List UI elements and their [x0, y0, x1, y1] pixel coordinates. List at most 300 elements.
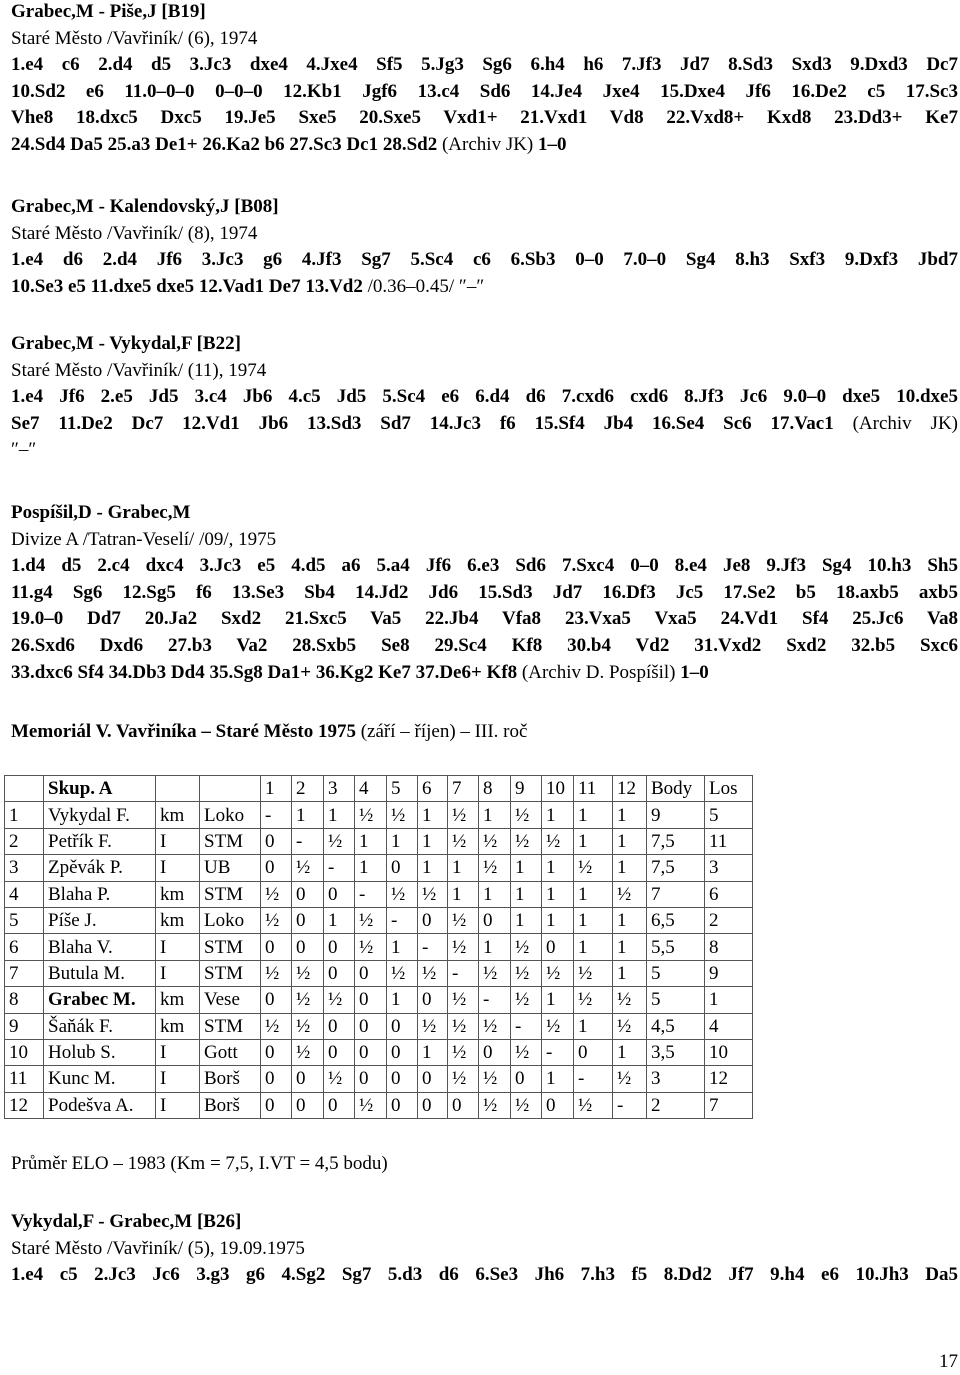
table-row [5, 1039, 753, 1065]
table-cell: - [613, 1092, 647, 1118]
table-row [5, 987, 753, 1013]
table-cell: I [156, 1092, 200, 1118]
moves-line [11, 132, 958, 159]
table-cell: 2 [647, 1092, 705, 1118]
table-cell: ½ [479, 828, 511, 854]
table-cell: ½ [324, 987, 355, 1013]
table-cell: 2 [292, 776, 324, 802]
table-cell: 0 [387, 1013, 418, 1039]
table-row [5, 828, 753, 854]
table-cell: 1 [418, 1039, 448, 1065]
annotation-text: ″–″ [11, 439, 37, 461]
table-cell: 6 [418, 776, 448, 802]
table-cell: - [418, 934, 448, 960]
table-cell: 0 [324, 881, 355, 907]
table-cell: 5 [387, 776, 418, 802]
table-cell: 10 [5, 1039, 44, 1065]
table-cell: 0 [387, 1039, 418, 1065]
table-cell: 0 [387, 855, 418, 881]
moves-text: 11.g4 Sg6 12.Sg5 f6 13.Se3 Sb4 14.Jd2 Jd6 15.Sd3 Jd7 16.Df3 Jc5 17.Se2 b5 18.axb5 axb5 [11, 581, 958, 603]
table-cell: STM [200, 881, 261, 907]
table-cell: STM [200, 934, 261, 960]
table-cell: ½ [511, 1092, 542, 1118]
table-cell [200, 776, 261, 802]
game-event: Staré Město /Vavřiník/ (5), 19.09.1975 [11, 1237, 305, 1259]
table-cell: Body [647, 776, 705, 802]
table-cell: STM [200, 828, 261, 854]
table-cell: 7 [448, 776, 479, 802]
table-cell: ½ [613, 1066, 647, 1092]
table-cell: 1 [574, 802, 613, 828]
moves-line [11, 633, 958, 660]
table-cell: 0 [418, 1066, 448, 1092]
moves-line [11, 580, 958, 607]
table-cell: 0 [418, 1092, 448, 1118]
table-cell: 2 [705, 907, 753, 933]
table-row [5, 855, 753, 881]
table-cell: ½ [418, 1013, 448, 1039]
table-cell: Holub S. [44, 1039, 156, 1065]
table-cell: km [156, 907, 200, 933]
table-cell: 1 [448, 855, 479, 881]
moves-line [11, 52, 958, 79]
game-1 [11, 0, 958, 159]
table-cell: 1 [324, 802, 355, 828]
table-cell: 0 [387, 1066, 418, 1092]
table-cell: 3 [324, 776, 355, 802]
table-cell: ½ [479, 1092, 511, 1118]
page-number: 17 [939, 1351, 958, 1372]
table-cell: ½ [511, 987, 542, 1013]
moves-line [11, 384, 958, 411]
table-cell: 5 [647, 960, 705, 986]
table-row [5, 960, 753, 986]
moves-text: 1.d4 d5 2.c4 dxc4 3.Jc3 e5 4.d5 a6 5.a4 Jf6 6.e3 Sd6 7.Sxc4 0–0 8.e4 Je8 9.Jf3 Sg4 10.h3 Sh5 [11, 555, 958, 577]
table-cell: ½ [574, 987, 613, 1013]
elo-note-block [11, 1151, 958, 1178]
moves-line [11, 606, 958, 633]
table-cell: ½ [261, 907, 292, 933]
table-cell: 1 [613, 802, 647, 828]
table-cell: ½ [261, 1013, 292, 1039]
table-cell: 1 [387, 828, 418, 854]
table-cell: 1 [324, 907, 355, 933]
table-cell: ½ [387, 960, 418, 986]
table-cell: 0 [542, 1092, 574, 1118]
annotation-text: (Archiv D. Pospíšil) [521, 661, 681, 683]
memorial-dates: (září – říjen) – III. roč [355, 721, 528, 742]
table-cell: ½ [261, 960, 292, 986]
table-cell: - [511, 1013, 542, 1039]
table-cell: 0 [292, 1092, 324, 1118]
table-cell: 7 [705, 1092, 753, 1118]
table-cell: ½ [292, 855, 324, 881]
table-cell: ½ [448, 828, 479, 854]
table-cell: 10 [705, 1039, 753, 1065]
table-cell: ½ [418, 960, 448, 986]
table-cell: 0 [355, 987, 387, 1013]
memorial-title: Memoriál V. Vavřiníka – Staré Město 1975 [11, 721, 356, 742]
table-cell [156, 776, 200, 802]
moves-line [11, 79, 958, 106]
memorial-heading [11, 719, 958, 746]
moves-text: 24.Sd4 Da5 25.a3 De1+ 26.Ka2 b6 27.Sc3 Dc1 28.Sd2 [11, 133, 442, 155]
table-cell: 11 [574, 776, 613, 802]
table-cell: 1 [387, 934, 418, 960]
table-cell: - [387, 907, 418, 933]
table-cell: ½ [324, 828, 355, 854]
table-cell: 7,5 [647, 855, 705, 881]
moves-text: 10.Se3 e5 11.dxe5 dxe5 12.Vad1 De7 13.Vd2 [11, 275, 368, 297]
moves-line [11, 411, 958, 438]
table-cell: km [156, 881, 200, 907]
table-row [5, 802, 753, 828]
table-cell: 3,5 [647, 1039, 705, 1065]
table-cell: - [448, 960, 479, 986]
table-cell: 1 [292, 802, 324, 828]
table-cell: 0 [324, 1013, 355, 1039]
table-cell: 5,5 [647, 934, 705, 960]
table-cell: 12 [705, 1066, 753, 1092]
table-cell: ½ [448, 987, 479, 1013]
table-cell: 0 [479, 907, 511, 933]
table-cell: 0 [511, 1066, 542, 1092]
moves-line [11, 553, 958, 580]
table-cell: 4,5 [647, 1013, 705, 1039]
moves-text: Se7 11.De2 Dc7 12.Vd1 Jb6 13.Sd3 Sd7 14.Jc3 f6 15.Sf4 Jb4 16.Se4 Sc6 17.Vac1 [11, 412, 853, 434]
game-4 [11, 500, 958, 686]
moves-text: 33.dxc6 Sf4 34.Db3 Dd4 35.Sg8 Da1+ 36.Kg2 Ke7 37.De6+ Kf8 [11, 661, 522, 683]
table-cell: ½ [479, 960, 511, 986]
table-cell: 1 [418, 855, 448, 881]
game-2 [11, 194, 958, 300]
table-cell: 0 [292, 1066, 324, 1092]
table-cell: ½ [613, 1013, 647, 1039]
table-cell: I [156, 1066, 200, 1092]
moves-line [11, 274, 958, 301]
table-cell: 6 [705, 881, 753, 907]
table-cell: 12 [5, 1092, 44, 1118]
moves-text: 1.e4 Jf6 2.e5 Jd5 3.c4 Jb6 4.c5 Jd5 5.Sc4 e6 6.d4 d6 7.cxd6 cxd6 8.Jf3 Jc6 9.0–0 dxe5 10.dxe5 [11, 386, 958, 408]
table-cell: - [574, 1066, 613, 1092]
table-cell: 0 [355, 1039, 387, 1065]
game-event: Staré Město /Vavřiník/ (6), 1974 [11, 27, 258, 49]
table-cell: Vykydal F. [44, 802, 156, 828]
table-cell: 1 [574, 934, 613, 960]
table-cell: 0 [418, 987, 448, 1013]
table-cell: 7,5 [647, 828, 705, 854]
table-cell: 9 [705, 960, 753, 986]
table-cell: 1 [613, 907, 647, 933]
table-cell: 1 [613, 855, 647, 881]
table-cell: 1 [574, 1013, 613, 1039]
table-cell: km [156, 802, 200, 828]
table-cell: 1 [511, 881, 542, 907]
table-cell: Píše J. [44, 907, 156, 933]
table-row [5, 1092, 753, 1118]
table-cell: 9 [511, 776, 542, 802]
table-cell: 0 [292, 881, 324, 907]
table-cell: 3 [5, 855, 44, 881]
table-cell: Butula M. [44, 960, 156, 986]
game-event: Staré Město /Vavřiník/ (11), 1974 [11, 359, 267, 381]
table-cell [5, 776, 44, 802]
table-cell: ½ [479, 1066, 511, 1092]
table-cell: 0 [387, 1092, 418, 1118]
table-cell: 1 [574, 828, 613, 854]
table-cell: 2 [5, 828, 44, 854]
table-row [5, 881, 753, 907]
crosstable [4, 775, 753, 1119]
table-cell: 12 [613, 776, 647, 802]
table-cell: ½ [511, 960, 542, 986]
table-cell: 0 [324, 960, 355, 986]
table-row [5, 934, 753, 960]
table-cell: 0 [292, 934, 324, 960]
game-title: Grabec,M - Kalendovský,J [B08] [11, 196, 279, 217]
table-cell: 1 [613, 1039, 647, 1065]
moves-text: 1.e4 c6 2.d4 d5 3.Jc3 dxe4 4.Jxe4 Sf5 5.Jg3 Sg6 6.h4 h6 7.Jf3 Jd7 8.Sd3 Sxd3 9.Dxd3 Dc7 [11, 54, 958, 76]
table-cell: 1 [542, 987, 574, 1013]
table-cell: 10 [542, 776, 574, 802]
table-cell: - [324, 855, 355, 881]
table-cell: Vese [200, 987, 261, 1013]
table-cell: ½ [511, 934, 542, 960]
table-cell: 1 [613, 960, 647, 986]
table-cell: 1 [542, 1066, 574, 1092]
table-cell: ½ [479, 855, 511, 881]
moves-line [11, 437, 958, 464]
table-cell: 5 [705, 802, 753, 828]
elo-note: Průměr ELO – 1983 (Km = 7,5, I.VT = 4,5 bodu) [11, 1153, 388, 1174]
table-cell: 9 [5, 1013, 44, 1039]
table-cell: ½ [613, 987, 647, 1013]
moves-line [11, 660, 958, 687]
table-cell: - [355, 881, 387, 907]
table-cell: Skup. A [44, 776, 156, 802]
table-cell: UB [200, 855, 261, 881]
table-cell: 1 [479, 802, 511, 828]
game-3 [11, 331, 958, 464]
table-cell: 5 [647, 987, 705, 1013]
table-cell: 0 [574, 1039, 613, 1065]
table-cell: 8 [5, 987, 44, 1013]
table-cell: 8 [705, 934, 753, 960]
table-cell: ½ [387, 802, 418, 828]
table-cell: Gott [200, 1039, 261, 1065]
table-cell: 3 [705, 855, 753, 881]
table-cell: 0 [448, 1092, 479, 1118]
table-cell: ½ [448, 934, 479, 960]
table-cell: 3 [647, 1066, 705, 1092]
table-cell: 0 [261, 934, 292, 960]
table-cell: Blaha V. [44, 934, 156, 960]
table-header-row [5, 776, 753, 802]
table-cell: 1 [418, 802, 448, 828]
table-cell: Los [705, 776, 753, 802]
table-cell: Loko [200, 802, 261, 828]
table-cell: 4 [705, 1013, 753, 1039]
game-title: Grabec,M - Vykydal,F [B22] [11, 333, 241, 354]
table-cell: ½ [613, 881, 647, 907]
table-cell: 1 [355, 828, 387, 854]
table-cell: 1 [511, 907, 542, 933]
table-cell: ½ [418, 881, 448, 907]
table-cell: ½ [292, 1039, 324, 1065]
table-cell: 1 [613, 828, 647, 854]
table-cell: ½ [574, 1092, 613, 1118]
table-cell: 6,5 [647, 907, 705, 933]
moves-line [11, 105, 958, 132]
table-cell: ½ [574, 960, 613, 986]
table-cell: 0 [261, 855, 292, 881]
table-cell: 0 [261, 987, 292, 1013]
table-cell: 0 [292, 907, 324, 933]
table-cell: ½ [574, 855, 613, 881]
moves-text: 1.e4 d6 2.d4 Jf6 3.Jc3 g6 4.Jf3 Sg7 5.Sc4 c6 6.Sb3 0–0 7.0–0 Sg4 8.h3 Sxf3 9.Dxf3 Jbd7 [11, 249, 958, 271]
table-cell: 7 [5, 960, 44, 986]
table-cell: Kunc M. [44, 1066, 156, 1092]
table-cell: 1 [542, 881, 574, 907]
table-cell: 0 [261, 1039, 292, 1065]
game-5 [11, 1209, 958, 1289]
table-cell: ½ [261, 881, 292, 907]
table-cell: ½ [292, 960, 324, 986]
table-cell: 0 [542, 934, 574, 960]
table-cell: 1 [479, 881, 511, 907]
table-cell: ½ [448, 1066, 479, 1092]
table-cell: 1 [542, 802, 574, 828]
game-title: Grabec,M - Piše,J [B19] [11, 1, 206, 22]
table-cell: 1 [479, 934, 511, 960]
table-cell: ½ [479, 1013, 511, 1039]
table-cell: 1 [387, 987, 418, 1013]
table-cell: ½ [292, 987, 324, 1013]
table-cell: 1 [613, 934, 647, 960]
table-cell: I [156, 960, 200, 986]
table-cell: 1 [511, 855, 542, 881]
table-cell: 1 [261, 776, 292, 802]
moves-text: 1–0 [680, 661, 709, 683]
table-cell: 1 [448, 881, 479, 907]
table-row [5, 1013, 753, 1039]
table-cell: - [261, 802, 292, 828]
game-title: Pospíšil,D - Grabec,M [11, 502, 191, 523]
moves-text: 1–0 [538, 133, 567, 155]
game-moves: 1.e4 c5 2.Jc3 Jc6 3.g3 g6 4.Sg2 Sg7 5.d3 d6 6.Se3 Jh6 7.h3 f5 8.Dd2 Jf7 9.h4 e6 10.Jh3 Da5 [11, 1264, 958, 1286]
table-cell: 1 [542, 855, 574, 881]
game-event: Staré Město /Vavřiník/ (8), 1974 [11, 222, 258, 244]
table-cell: Podešva A. [44, 1092, 156, 1118]
table-cell: 0 [479, 1039, 511, 1065]
table-cell: 11 [5, 1066, 44, 1092]
table-cell: STM [200, 1013, 261, 1039]
annotation-text: (Archiv JK) [852, 412, 958, 434]
table-cell: 1 [574, 907, 613, 933]
moves-text: 19.0–0 Dd7 20.Ja2 Sxd2 21.Sxc5 Va5 22.Jb4 Vfa8 23.Vxa5 Vxa5 24.Vd1 Sf4 25.Jc6 Va8 [11, 608, 958, 630]
table-cell: 9 [647, 802, 705, 828]
table-cell: 1 [705, 987, 753, 1013]
table-cell: 1 [418, 828, 448, 854]
table-cell: I [156, 828, 200, 854]
table-cell: 6 [5, 934, 44, 960]
moves-line [11, 247, 958, 274]
table-cell: 1 [574, 881, 613, 907]
table-cell: 5 [5, 907, 44, 933]
table-cell: 0 [355, 1013, 387, 1039]
table-cell: STM [200, 960, 261, 986]
moves-text: Vhe8 18.dxc5 Dxc5 19.Je5 Sxe5 20.Sxe5 Vxd1+ 21.Vxd1 Vd8 22.Vxd8+ Kxd8 23.Dd3+ Ke7 [11, 107, 958, 129]
table-cell: ½ [355, 934, 387, 960]
table-cell: ½ [511, 802, 542, 828]
table-cell: ½ [292, 1013, 324, 1039]
table-cell: ½ [542, 1013, 574, 1039]
table-cell: I [156, 855, 200, 881]
table-cell: Borš [200, 1092, 261, 1118]
annotation-text: (Archiv JK) [441, 133, 539, 155]
table-cell: 1 [542, 907, 574, 933]
table-cell: ½ [448, 1039, 479, 1065]
table-cell: - [479, 987, 511, 1013]
table-cell: 4 [355, 776, 387, 802]
moves-text: 10.Sd2 e6 11.0–0–0 0–0–0 12.Kb1 Jgf6 13.c4 Sd6 14.Je4 Jxe4 15.Dxe4 Jf6 16.De2 c5 17.Sc3 [11, 80, 958, 102]
table-cell: Petřík F. [44, 828, 156, 854]
game-event: Divize A /Tatran-Veselí/ /09/, 1975 [11, 528, 277, 550]
table-cell: 0 [324, 1092, 355, 1118]
table-cell: 4 [5, 881, 44, 907]
annotation-text: /0.36–0.45/ ″–″ [367, 275, 485, 297]
table-cell: 0 [324, 934, 355, 960]
game-title: Vykydal,F - Grabec,M [B26] [11, 1211, 242, 1232]
table-row [5, 1066, 753, 1092]
table-cell: ½ [448, 907, 479, 933]
table-cell: 0 [324, 1039, 355, 1065]
table-cell: 0 [261, 1066, 292, 1092]
table-cell: Grabec M. [44, 987, 156, 1013]
table-cell: ½ [387, 881, 418, 907]
table-cell: ½ [542, 828, 574, 854]
table-cell: 0 [355, 960, 387, 986]
table-cell: 0 [355, 1066, 387, 1092]
table-cell: 1 [5, 802, 44, 828]
table-cell: 1 [355, 855, 387, 881]
table-cell: 0 [261, 1092, 292, 1118]
table-row [5, 907, 753, 933]
table-cell: - [292, 828, 324, 854]
table-cell: ½ [511, 828, 542, 854]
table-cell: ½ [355, 1092, 387, 1118]
table-cell: ½ [448, 1013, 479, 1039]
table-cell: ½ [355, 802, 387, 828]
table-cell: Šaňák F. [44, 1013, 156, 1039]
table-cell: 8 [479, 776, 511, 802]
table-cell: ½ [542, 960, 574, 986]
table-cell: I [156, 1039, 200, 1065]
table-cell: ½ [324, 1066, 355, 1092]
table-cell: 11 [705, 828, 753, 854]
table-cell: km [156, 987, 200, 1013]
moves-text: 26.Sxd6 Dxd6 27.b3 Va2 28.Sxb5 Se8 29.Sc4 Kf8 30.b4 Vd2 31.Vxd2 Sxd2 32.b5 Sxc6 [11, 634, 958, 656]
table-cell: 0 [418, 907, 448, 933]
table-cell: Zpěvák P. [44, 855, 156, 881]
table-cell: - [542, 1039, 574, 1065]
table-cell: 7 [647, 881, 705, 907]
table-cell: Loko [200, 907, 261, 933]
table-cell: Blaha P. [44, 881, 156, 907]
table-cell: 0 [261, 828, 292, 854]
table-cell: ½ [448, 802, 479, 828]
table-cell: I [156, 934, 200, 960]
